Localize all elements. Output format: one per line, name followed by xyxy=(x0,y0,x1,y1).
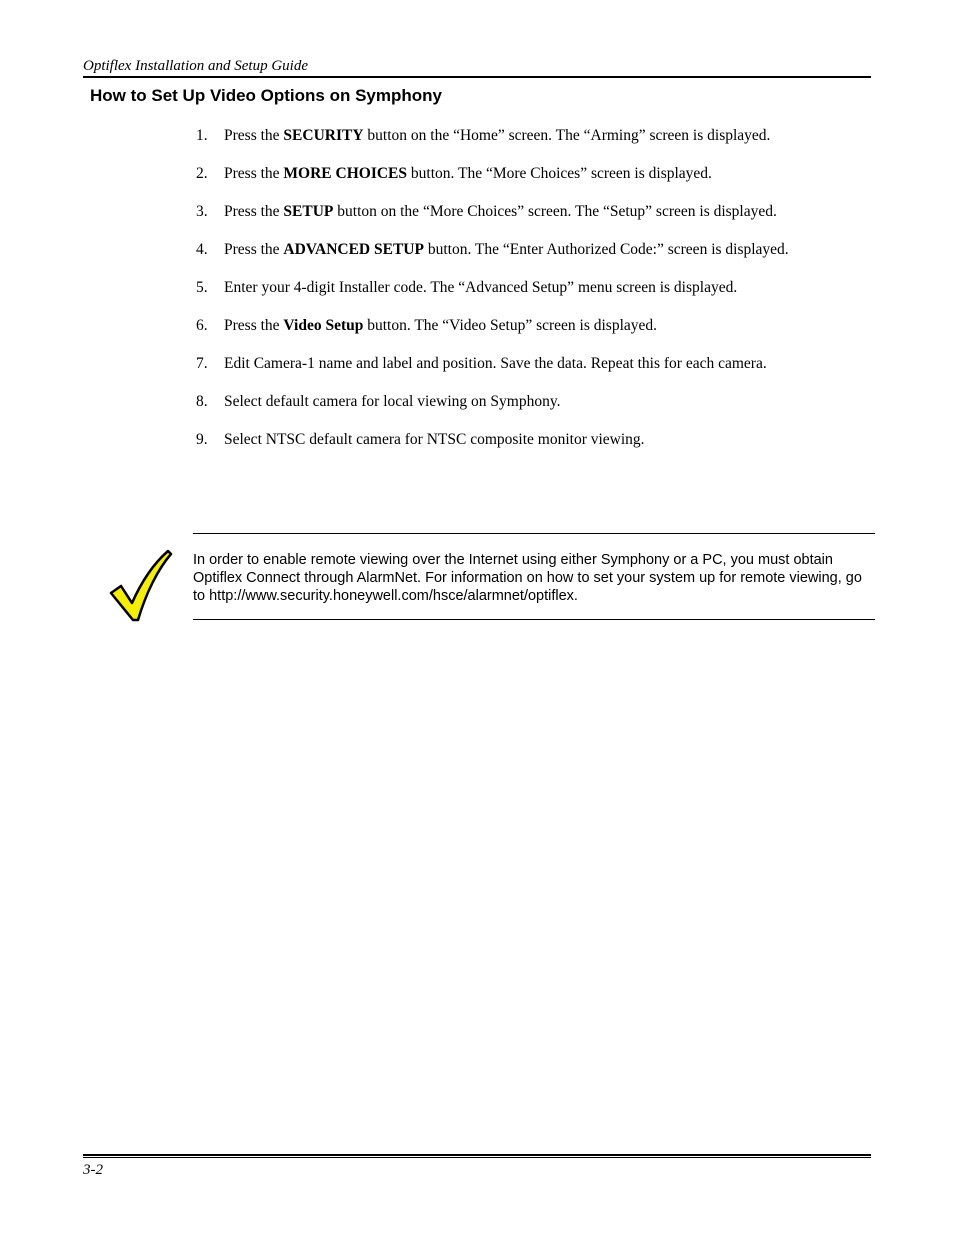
footer-rule xyxy=(83,1154,871,1158)
section-title: How to Set Up Video Options on Symphony xyxy=(90,86,442,105)
step-number: 4. xyxy=(196,241,208,258)
step-text: Select NTSC default camera for NTSC composite monitor viewing. xyxy=(224,431,645,448)
step-text-rest: button. The “Enter Authorized Code:” screen is displayed. xyxy=(423,241,789,258)
step-item xyxy=(196,126,869,145)
step-text: Press the xyxy=(224,317,284,334)
step-number: 5. xyxy=(196,279,208,296)
step-item xyxy=(196,430,869,449)
step-text: Select default camera for local viewing on Symphony. xyxy=(224,393,561,410)
step-item xyxy=(196,392,869,411)
step-text-rest: button on the “More Choices” screen. The “Setup” screen is displayed. xyxy=(333,203,777,220)
step-text: Enter your 4-digit Installer code. The “Advanced Setup” menu screen is displayed. xyxy=(224,279,738,296)
step-item xyxy=(196,164,869,183)
step-button-name: MORE CHOICES xyxy=(283,165,408,182)
step-text-rest: button. The “Video Setup” screen is displayed. xyxy=(363,317,658,334)
steps-list xyxy=(196,126,869,468)
note-box xyxy=(193,533,875,620)
step-text: Press the xyxy=(224,241,284,258)
step-number: 3. xyxy=(196,203,208,220)
step-text-rest: button on the “Home” screen. The “Arming” screen is displayed. xyxy=(363,127,771,144)
step-button-name: Video Setup xyxy=(283,317,364,334)
checkmark-icon xyxy=(108,549,174,623)
running-header: Optiflex Installation and Setup Guide xyxy=(83,57,871,78)
step-text: Press the xyxy=(224,203,284,220)
step-number: 7. xyxy=(196,355,208,372)
step-number: 2. xyxy=(196,165,208,182)
step-text: Press the xyxy=(224,165,284,182)
step-text: Press the xyxy=(224,127,284,144)
step-item xyxy=(196,354,869,373)
step-number: 9. xyxy=(196,431,208,448)
step-item xyxy=(196,240,869,259)
step-item xyxy=(196,202,869,221)
step-button-name: SECURITY xyxy=(283,127,364,144)
step-item xyxy=(196,316,869,335)
step-button-name: ADVANCED SETUP xyxy=(283,241,424,258)
step-number: 8. xyxy=(196,393,208,410)
step-text-rest: button. The “More Choices” screen is displayed. xyxy=(407,165,712,182)
page-number: 3-2 xyxy=(83,1162,103,1178)
step-number: 6. xyxy=(196,317,208,334)
step-number: 1. xyxy=(196,127,208,144)
step-item xyxy=(196,278,869,297)
step-text: Edit Camera-1 name and label and position. Save the data. Repeat this for each camera. xyxy=(224,355,767,372)
note-text: In order to enable remote viewing over the Internet using either Symphony or a PC, you must obtain Optiflex Connect through AlarmNet. For information on how to set your system up for remote viewing, go to http://www.security.honeywell.com/hsce/alarmnet/optiflex. xyxy=(193,552,862,604)
step-button-name: SETUP xyxy=(283,203,334,220)
